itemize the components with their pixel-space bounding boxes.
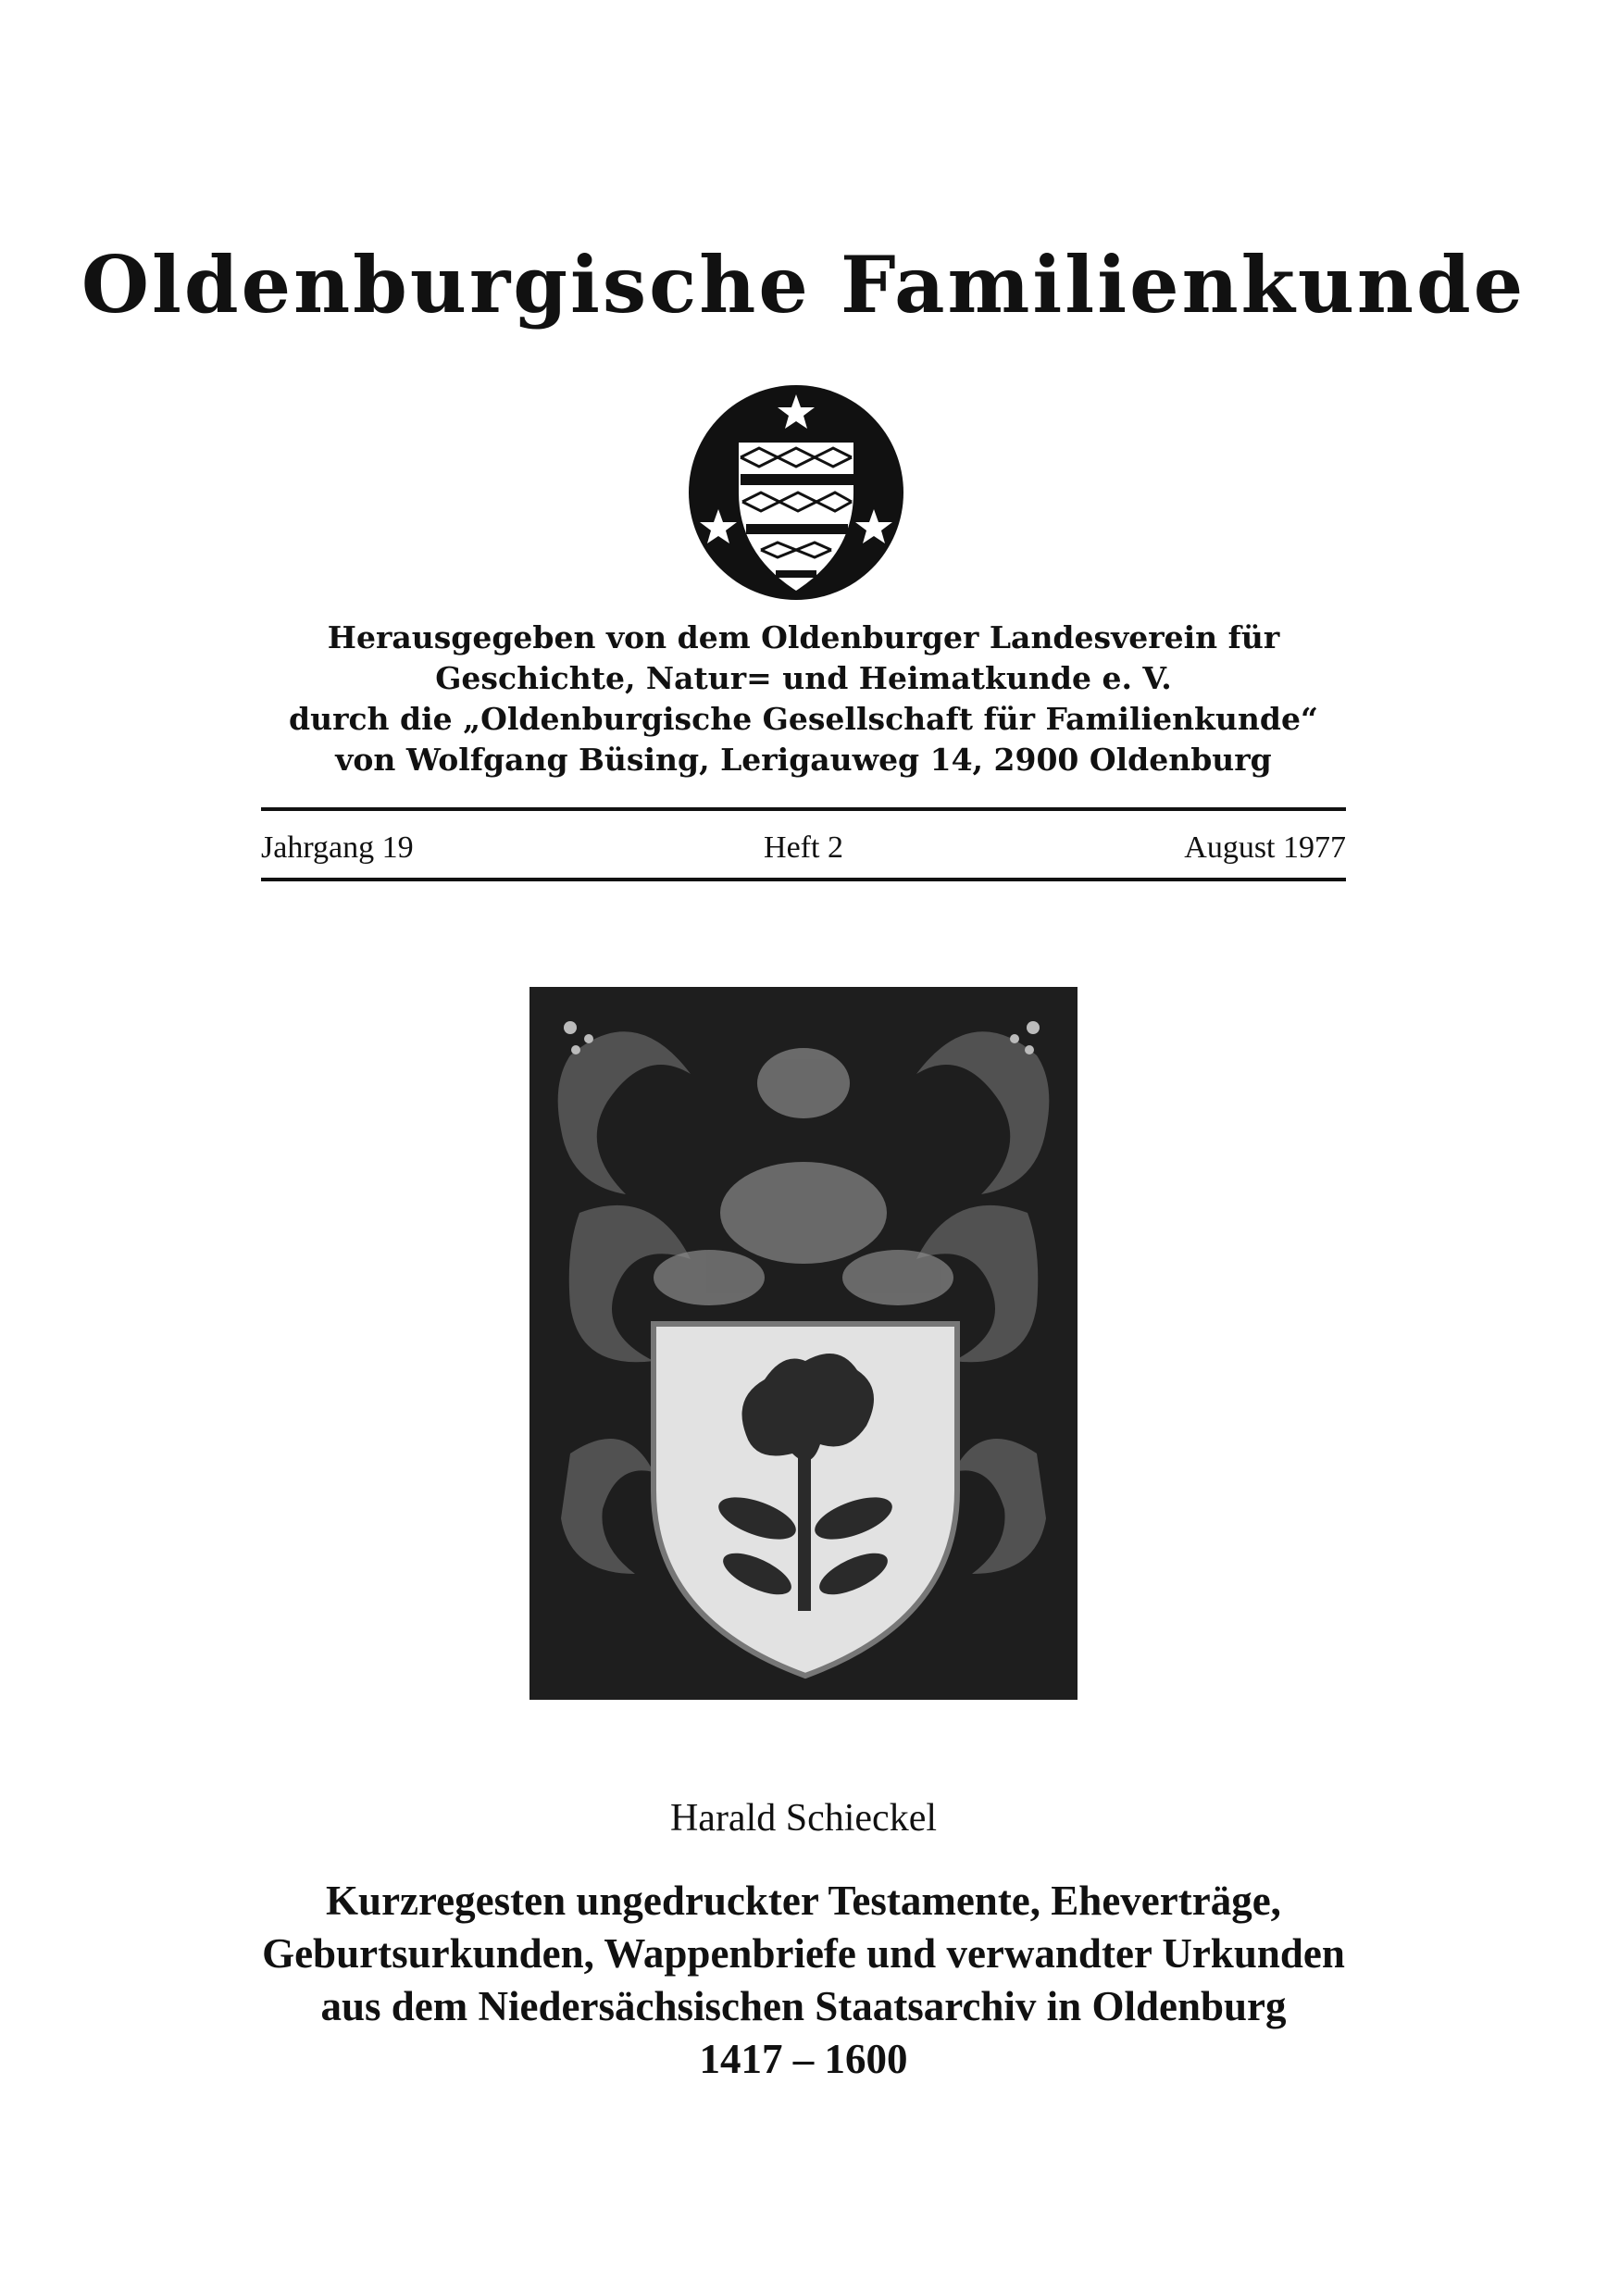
publisher-line: durch die „Oldenburgische Gesellschaft für Familienkunde“ (289, 701, 1318, 737)
publisher-line: von Wolfgang Büsing, Lerigauweg 14, 2900 Oldenburg (335, 742, 1272, 778)
issue-volume: Jahrgang 19 (261, 830, 414, 865)
issue-date: August 1977 (1184, 830, 1346, 865)
issue-info (261, 830, 1346, 867)
article-title-line: aus dem Niedersächsischen Staatsarchiv in Oldenburg (320, 1983, 1287, 2029)
journal-title: Oldenburgische Familienkunde (81, 239, 1526, 331)
article-title-line: 1417 – 1600 (699, 2036, 908, 2082)
article-title-line: Geburtsurkunden, Wappenbriefe und verwandter Urkunden (262, 1930, 1345, 1977)
issue-number: Heft 2 (764, 830, 843, 865)
bottom-rule (261, 878, 1346, 881)
article-author: Harald Schieckel (669, 1797, 938, 1840)
coat-of-arms-illustration (515, 972, 1092, 1713)
publisher-statement (0, 618, 1607, 780)
top-rule (261, 807, 1346, 811)
article-title (0, 1875, 1607, 2086)
publisher-line: Herausgegeben von dem Oldenburger Landesverein für (327, 619, 1280, 655)
publisher-line: Geschichte, Natur= und Heimatkunde e. V. (435, 660, 1172, 696)
society-emblem (685, 381, 907, 604)
article-title-line: Kurzregesten ungedruckter Testamente, Eheverträge, (326, 1878, 1281, 1924)
